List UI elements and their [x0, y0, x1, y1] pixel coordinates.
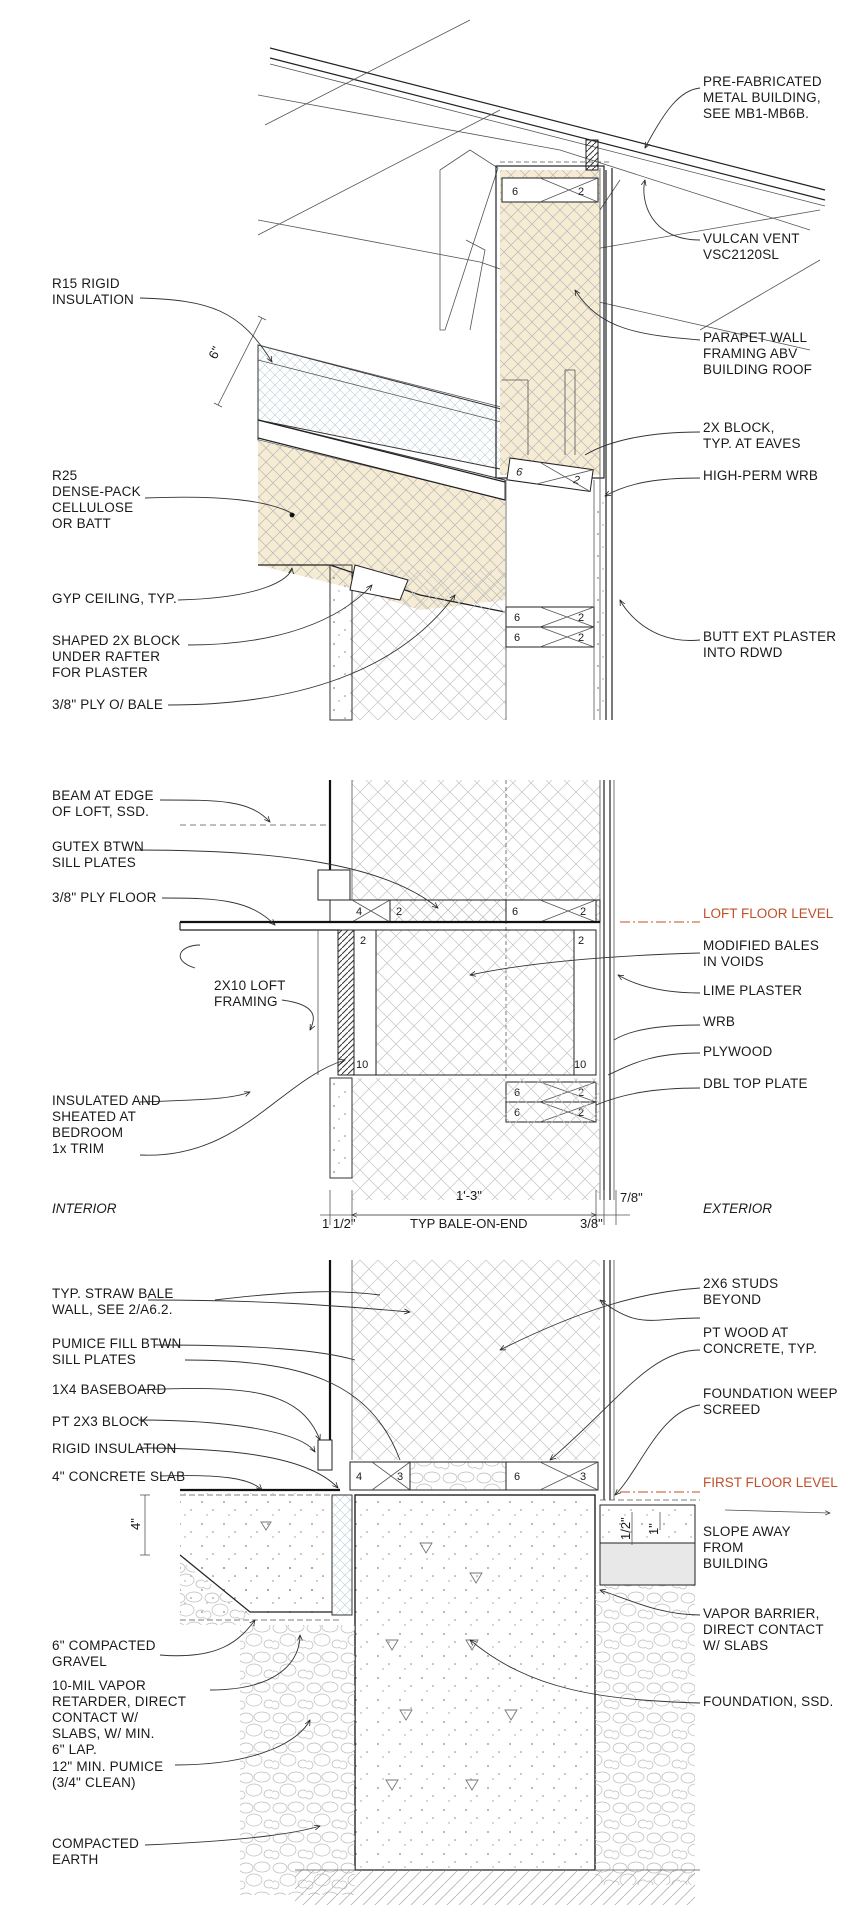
plate-num: 3 [580, 1471, 587, 1483]
plate-num: 2 [578, 935, 585, 947]
plate-num: 2 [578, 612, 585, 624]
label-rigid: RIGID INSULATION [52, 1441, 177, 1456]
dim-slab: 4" [128, 1518, 143, 1530]
label-wrb2: WRB [703, 1014, 736, 1029]
plate-num: 10 [574, 1059, 587, 1071]
label-slope: SLOPE AWAY FROM BUILDING [703, 1524, 791, 1571]
label-slab: 4" CONCRETE SLAB [52, 1469, 186, 1484]
plate-num: 6 [514, 632, 521, 644]
plate-num: 2 [360, 935, 367, 947]
label-dbltop: DBL TOP PLATE [703, 1076, 808, 1091]
label-plywood: PLYWOOD [703, 1044, 773, 1059]
label-baseboard: 1X4 BASEBOARD [52, 1382, 167, 1397]
label-vulcan: VULCAN VENT VSC2120SL [703, 231, 800, 262]
level-first: FIRST FLOOR LEVEL [703, 1475, 838, 1490]
label-studs: 2X6 STUDS BEYOND [703, 1276, 779, 1307]
plate-num: 10 [356, 1059, 369, 1071]
plate-num: 3 [397, 1471, 404, 1483]
dim-left-trim: 1 1/2" [322, 1216, 356, 1231]
plate-num: 6 [515, 466, 524, 479]
label-pumicefill: PUMICE FILL BTWN SILL PLATES [52, 1336, 182, 1367]
label-lime: LIME PLASTER [703, 983, 803, 998]
label-wrb1: HIGH-PERM WRB [703, 468, 819, 483]
label-gravel: 6" COMPACTED GRAVEL [52, 1638, 156, 1669]
label-modified: MODIFIED BALES IN VOIDS [703, 938, 820, 969]
dim-one: 1" [646, 1523, 661, 1535]
plate-num: 2 [578, 632, 585, 644]
label-earth: COMPACTED EARTH [52, 1836, 140, 1867]
label-pumice12: 12" MIN. PUMICE (3/4" CLEAN) [52, 1759, 164, 1790]
dim-rigid: 6" [205, 343, 225, 362]
plate-num: 2 [572, 474, 581, 487]
label-gyp: GYP CEILING, TYP. [52, 591, 177, 606]
label-ptwood: PT WOOD AT CONCRETE, TYP. [703, 1325, 818, 1356]
plate-num: 6 [512, 906, 519, 918]
label-gutex: GUTEX BTWN SILL PLATES [52, 839, 144, 870]
side-exterior: EXTERIOR [703, 1201, 773, 1216]
label-shaped: SHAPED 2X BLOCK UNDER RAFTER FOR PLASTER [52, 633, 181, 680]
plate-num: 6 [514, 1471, 521, 1483]
foundation-section [128, 1260, 830, 1905]
label-beam: BEAM AT EDGE OF LOFT, SSD. [52, 788, 154, 819]
plate-num: 4 [356, 906, 363, 918]
dim-right-ply: 3/8" [580, 1216, 603, 1231]
label-plyfloor: 3/8" PLY FLOOR [52, 890, 157, 905]
label-vaporb: VAPOR BARRIER, DIRECT CONTACT W/ SLABS [703, 1606, 824, 1653]
side-interior: INTERIOR [52, 1201, 117, 1216]
label-foundation: FOUNDATION, SSD. [703, 1694, 834, 1709]
label-loftframing: 2X10 LOFT FRAMING [214, 978, 286, 1009]
dim-bale-caption: TYP BALE-ON-END [410, 1216, 528, 1231]
plate-num: 2 [580, 906, 587, 918]
label-block2x: 2X BLOCK, TYP. AT EAVES [703, 420, 801, 451]
label-pt2x3: PT 2X3 BLOCK [52, 1414, 149, 1429]
label-parapet: PARAPET WALL FRAMING ABV BUILDING ROOF [703, 330, 813, 377]
label-butt: BUTT EXT PLASTER INTO RDWD [703, 629, 837, 660]
right-labels [703, 74, 838, 1709]
label-insulated: INSULATED AND SHEATED AT BEDROOM 1x TRIM [52, 1093, 161, 1156]
label-ply: 3/8" PLY O/ BALE [52, 697, 164, 712]
label-strawbale: TYP. STRAW BALE WALL, SEE 2/A6.2. [52, 1286, 174, 1317]
dim-right-plaster: 7/8" [620, 1190, 643, 1205]
label-weep: FOUNDATION WEEP SCREED [703, 1386, 838, 1417]
label-r15: R15 RIGID INSULATION [52, 276, 135, 307]
label-vapor10: 10-MIL VAPOR RETARDER, DIRECT CONTACT W/ SLABS, W/ MIN. 6" LAP. [52, 1678, 187, 1757]
plate-num: 4 [356, 1471, 363, 1483]
level-loft: LOFT FLOOR LEVEL [703, 906, 834, 921]
dim-bale-width: 1'-3" [456, 1188, 482, 1203]
plate-num: 6 [512, 186, 519, 198]
label-prefab: PRE-FABRICATED METAL BUILDING, SEE MB1-MB6B. [703, 74, 822, 121]
plate-num: 2 [578, 186, 585, 198]
r25-dot [290, 513, 295, 518]
plate-num: 2 [396, 906, 403, 918]
plate-num: 6 [514, 612, 521, 624]
dim-half: 1/2" [618, 1517, 633, 1540]
label-r25: R25 DENSE-PACK CELLULOSE OR BATT [52, 468, 141, 531]
